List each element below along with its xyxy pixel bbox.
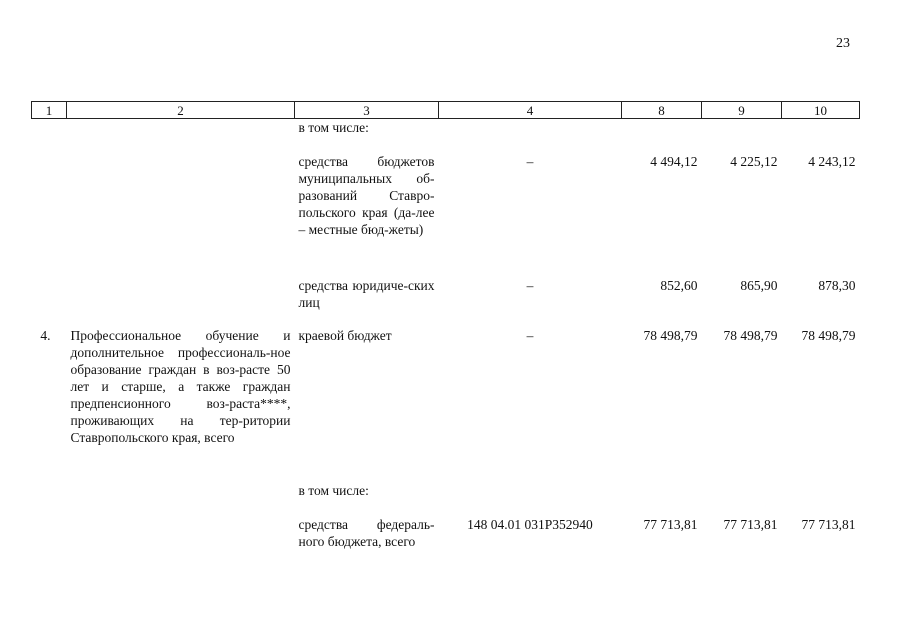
item-number [32, 516, 67, 556]
value-col-10 [782, 119, 860, 153]
funding-source: в том числе: [298, 120, 369, 135]
funding-source: средства юридиче-ских лиц [298, 277, 435, 310]
value-col-9: 78 498,79 [723, 327, 778, 343]
value-col-8: 78 498,79 [643, 327, 698, 343]
value-col-9: 4 225,12 [730, 153, 778, 169]
item-name [67, 119, 295, 153]
budget-table [31, 101, 860, 556]
column-number-row [32, 102, 860, 119]
value-col-10: 77 713,81 [801, 516, 856, 532]
value-col-9: 865,90 [740, 277, 778, 293]
budget-code: – [526, 153, 534, 169]
value-col-8: 4 494,12 [650, 153, 698, 169]
column-header: 2 [67, 102, 295, 119]
table-row [32, 482, 860, 516]
page-number: 23 [836, 36, 850, 51]
item-name [67, 153, 295, 277]
item-number [32, 153, 67, 277]
item-name: Профессиональное обучение и дополнительное профессиональ-ное образование граждан в воз-расте 50 лет и старше, а также граждан предпенсионного воз-раста****, проживающих на тер-ритории Ставропольского края, всего [70, 327, 291, 445]
value-col-9 [702, 119, 782, 153]
budget-code: – [526, 327, 534, 343]
column-header: 3 [295, 102, 439, 119]
value-col-8: 77 713,81 [643, 516, 698, 532]
funding-source: средства бюджетов муниципальных об-разований Ставро-польского края (да-лее – местные бюд-жеты) [298, 153, 435, 237]
value-col-10: 78 498,79 [801, 327, 856, 343]
funding-source: краевой бюджет [298, 327, 392, 343]
table-row [32, 153, 860, 277]
budget-code: 148 04.01 031P352940 [467, 516, 593, 532]
column-header: 4 [439, 102, 622, 119]
budget-code [439, 119, 622, 153]
table-row [32, 516, 860, 556]
value-col-8 [622, 119, 702, 153]
column-header: 10 [782, 102, 860, 119]
item-name [67, 516, 295, 556]
item-number [32, 119, 67, 153]
budget-code: – [526, 277, 534, 293]
value-col-10 [782, 482, 860, 516]
funding-source: средства федераль-ного бюджета, всего [298, 516, 435, 549]
value-col-9: 77 713,81 [723, 516, 778, 532]
table-row [32, 119, 860, 153]
item-number [32, 482, 67, 516]
value-col-10: 878,30 [818, 277, 856, 293]
value-col-9 [702, 482, 782, 516]
column-header: 1 [32, 102, 67, 119]
item-number [32, 277, 67, 327]
table-row [32, 277, 860, 327]
funding-source: в том числе: [298, 482, 369, 498]
item-name [67, 482, 295, 516]
column-header: 8 [622, 102, 702, 119]
budget-code [439, 482, 622, 516]
item-name [67, 277, 295, 327]
item-number: 4. [40, 327, 51, 343]
value-col-10: 4 243,12 [808, 153, 856, 169]
table-row [32, 327, 860, 482]
value-col-8: 852,60 [660, 277, 698, 293]
value-col-8 [622, 482, 702, 516]
column-header: 9 [702, 102, 782, 119]
